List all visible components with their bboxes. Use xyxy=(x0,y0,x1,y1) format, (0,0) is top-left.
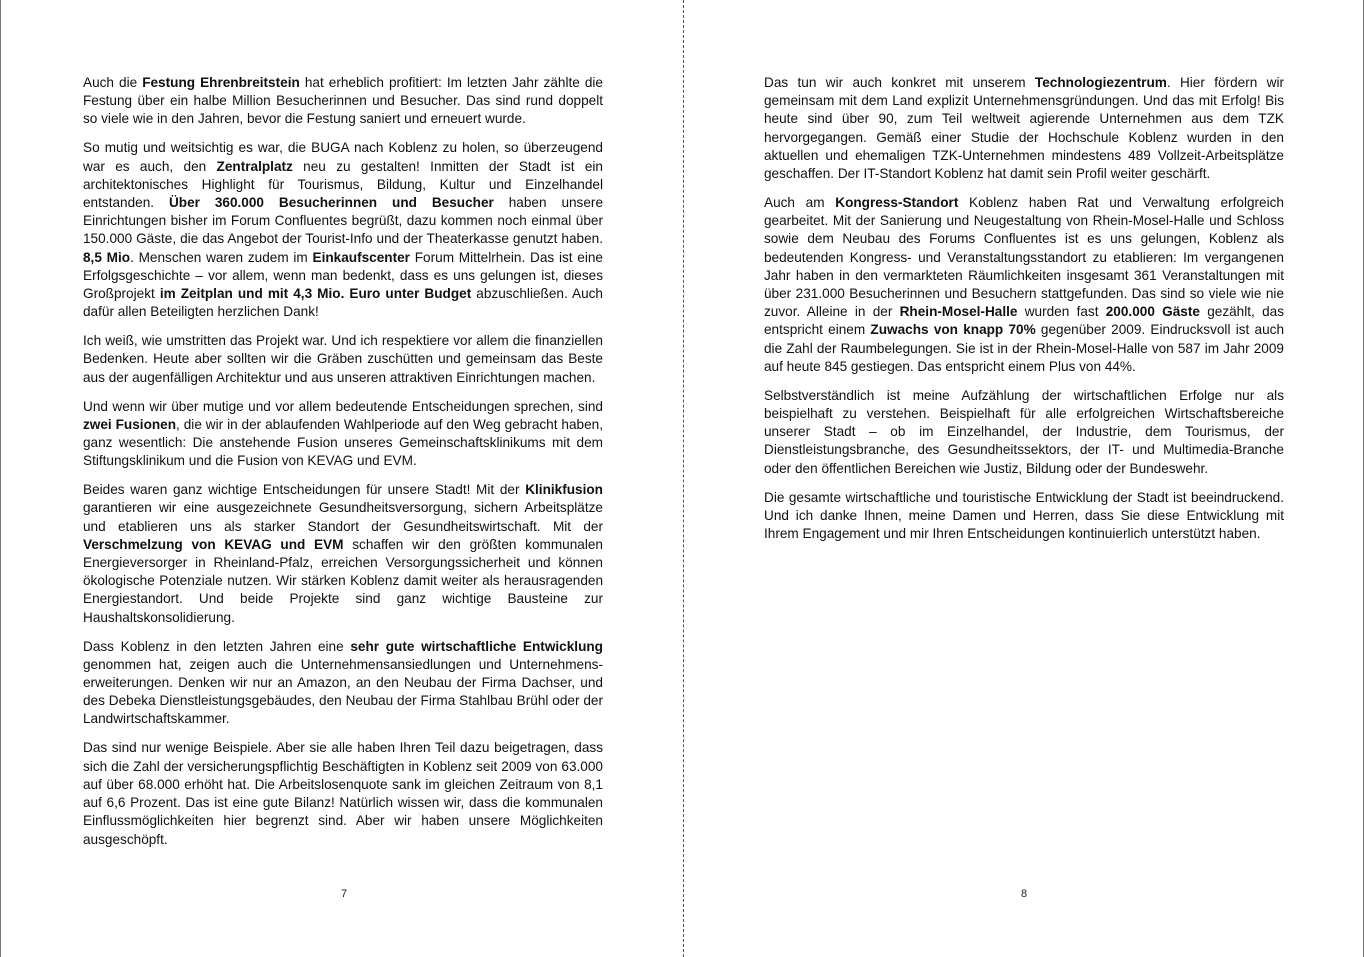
text-run: Forum Mittelrhein. Das ist eine Erfolgsgeschichte – vor allem, wenn man bedenkt, dass es uns gelungen ist, dieses Großprojekt xyxy=(83,249,603,302)
text-run: Das sind nur wenige Beispiele. Aber sie alle haben Ihren Teil dazu beigetragen, dass sich die Zahl der versicherungspflichtig Beschäftigten in Koblenz seit 2009 von 63.000 auf über 68.000 erhöht hat. Die Arbeitslosenquote sank im gleichen Zeitraum von 8,1 auf 6,6 Prozent. Das ist eine gute Bilanz! Natürlich wissen wir, dass die kommunalen Einflussmöglichkeiten hier begrenzt sind. Aber wir haben unsere Möglichkeiten ausgeschöpft. xyxy=(83,740,603,847)
paragraph xyxy=(764,74,1284,183)
paragraph xyxy=(764,489,1284,544)
text-run: hat erheblich profitiert: Im letzten Jahr zählte die Festung über ein halbe Million Besucherinnen und Besucher. Das sind rund doppelt so viele wie in den Jahren, bevor die Festung saniert und erneuert wurde. xyxy=(83,75,603,127)
text-run: gezählt, das entspricht einem xyxy=(764,304,1284,338)
paragraph xyxy=(83,739,603,848)
bold-text: Zentralplatz xyxy=(216,158,293,174)
text-run: So mutig und weitsichtig es war, die BUGA nach Koblenz zu holen, so überzeugend war es auch, den xyxy=(83,140,603,174)
text-run: garantieren wir eine ausgezeichnete Gesundheitsversorgung, sichern Arbeitsplätze und etablieren uns als starker Standort der Gesundheitswirtschaft. Mit der xyxy=(83,500,603,534)
paragraph xyxy=(83,638,603,729)
text-run: Auch am xyxy=(764,195,836,211)
paragraph xyxy=(83,139,603,321)
bold-text: zwei Fusionen xyxy=(83,416,177,432)
text-run: Auch die xyxy=(83,75,143,90)
page-edge-right xyxy=(1363,0,1364,957)
text-run: gegenüber 2009. Eindrucksvoll ist auch die Zahl der Raumbelegungen. Sie ist in der Rhein-Mosel-Halle von 587 im Jahr 2009 auf heute 845 gestiegen. Das entspricht einem Plus von 44%. xyxy=(764,322,1285,374)
page-edge-left xyxy=(0,0,1,957)
paragraph xyxy=(83,398,603,471)
bold-text: Einkaufscenter xyxy=(312,249,410,265)
text-run: , die wir in der ablaufenden Wahlperiode auf den Weg gebracht haben, ganz wesentlich: Die anstehende Fusion unseres Gemeinschaftsklinikums mit dem Stiftungsklinikum und die Fusion von KEVAG und EVM. xyxy=(83,416,604,469)
bold-text: Verschmelzung von KEVAG und EVM xyxy=(83,536,344,552)
bold-text: Rhein-Mosel-Halle xyxy=(899,304,1018,320)
bold-text: im Zeitplan und mit 4,3 Mio. Euro unter Budget xyxy=(159,286,472,302)
page-8-body xyxy=(764,74,1284,554)
bold-text: Zuwachs von knapp 70% xyxy=(870,322,1036,338)
text-run: . Menschen waren zudem im xyxy=(130,249,313,265)
bold-text: sehr gute wirtschaftliche Entwicklung xyxy=(350,638,603,654)
bold-text: Festung Ehrenbreitstein xyxy=(142,75,300,90)
bold-text: Kongress-Standort xyxy=(835,195,959,211)
page-number: 8 xyxy=(1020,888,1028,900)
paragraph xyxy=(764,387,1284,478)
text-run: haben unsere Einrichtungen bisher im Forum Confluentes begrüßt, dazu kommen noch einmal über 150.000 Gäste, die das Angebot der Tourist-Info und der Theaterkasse genutzt haben. xyxy=(83,195,604,247)
text-run: Das tun wir auch konkret mit unserem xyxy=(764,75,1035,90)
text-run: Beides waren ganz wichtige Entscheidungen für unsere Stadt! Mit der xyxy=(83,482,526,498)
paragraph xyxy=(83,332,603,387)
text-run: neu zu gestalten! Inmitten der Stadt ist ein architektonisches Highlight für Tourismus, Bildung, Kultur und Einzelhandel entstanden. xyxy=(83,158,603,211)
text-run: abzuschließen. Auch dafür allen Beteiligten herzlichen Dank! xyxy=(83,286,603,320)
page-number: 7 xyxy=(340,888,348,900)
text-run: . Hier fördern wir gemeinsam mit dem Land explizit Unternehmensgründungen. Und das mit Erfolg! Bis heute sind über 90, zum Teil weltweit agierende Unternehmen aus dem TZK hervorgegangen. Gemäß einer Studie der Hochschule Koblenz wurden in den aktuellen und ehemaligen TZK-Unternehmen mindestens 489 Vollzeit-Arbeitsplätze geschaffen. Der IT-Standort Koblenz hat damit sein Profil weiter geschärft. xyxy=(764,75,1285,182)
paragraph xyxy=(83,481,603,627)
text-run: Selbstverständlich ist meine Aufzählung der wirtschaftlichen Erfolge nur als beispielhaft zu verstehen. Beispielhaft für alle erfolgreichen Wirtschaftsbereiche unserer Stadt – ob im Einzelhandel, der Industrie, dem Tourismus, der Dienstleistungsbranche, des Gesundheitssektors, der IT- und Multimedia-Branche oder den öffentlichen Bereichen wie Justiz, Bildung oder der Bundeswehr. xyxy=(764,387,1284,476)
text-run: wurden fast xyxy=(1017,304,1106,320)
text-run: genommen hat, zeigen auch die Unternehmensansiedlungen und Unternehmenserweiterungen. Denken wir nur an Amazon, an den Neubau der Firma Dachser, und des Debeka Dienstleistungsgebäudes, den Neubau der Firma Stahlbau Brühl oder der Landwirtschaftskammer. xyxy=(83,656,603,727)
text-run: Und wenn wir über mutige und vor allem bedeutende Entscheidungen sprechen, sind xyxy=(83,398,603,414)
page-fold-divider xyxy=(683,0,684,957)
bold-text: Klinikfusion xyxy=(525,482,603,498)
bold-text: Über 360.000 Besucherinnen und Besucher xyxy=(168,195,494,211)
paragraph xyxy=(764,194,1284,376)
text-run: Ich weiß, wie umstritten das Projekt war. Und ich respektiere vor allem die finanziellen Bedenken. Heute aber sollten wir die Gräben zuschütten und gemeinsam das Beste aus der augenfälligen Architektur und aus unseren attraktiven Einrichtungen machen. xyxy=(83,333,603,385)
page-7-body xyxy=(83,74,603,860)
bold-text: 200.000 Gäste xyxy=(1105,304,1200,320)
paragraph xyxy=(83,74,603,129)
text-run: Dass Koblenz in den letzten Jahren eine xyxy=(83,638,351,654)
text-run: Koblenz haben Rat und Verwaltung erfolgreich gearbeitet. Mit der Sanierung und Neugestaltung von Rhein-Mosel-Halle und Schloss sowie dem Neubau des Forums Confluentes ist es uns gelungen, Koblenz als bedeutenden Kongress- und Veranstaltungsstandort zu etablieren: Im vergangenen Jahr haben in den vermarkteten Räumlichkeiten insgesamt 361 Veranstaltungen mit über 231.000 Besucherinnen und Besuchern stattgefunden. Das sind so viele wie nie zuvor. Alleine in der xyxy=(764,195,1284,320)
bold-text: Technologiezentrum xyxy=(1034,75,1167,90)
text-run: Die gesamte wirtschaftliche und touristische Entwicklung der Stadt ist beeindruckend. Und ich danke Ihnen, meine Damen und Herren, dass Sie diese Entwicklung mit Ihrem Engagement und mir Ihren Entscheidungen kontinuierlich unterstützt haben. xyxy=(764,489,1284,542)
text-run: schaffen wir den größten kommunalen Energieversorger in Rheinland-Pfalz, erreichen Versorgungssicherheit und können ökologische Potenziale nutzen. Wir stärken Koblenz damit weiter als herausragenden Energiestandort. Und beide Projekte sind ganz wichtige Bausteine zur Haushaltskonsolidierung. xyxy=(83,536,603,625)
bold-text: 8,5 Mio xyxy=(83,249,131,265)
